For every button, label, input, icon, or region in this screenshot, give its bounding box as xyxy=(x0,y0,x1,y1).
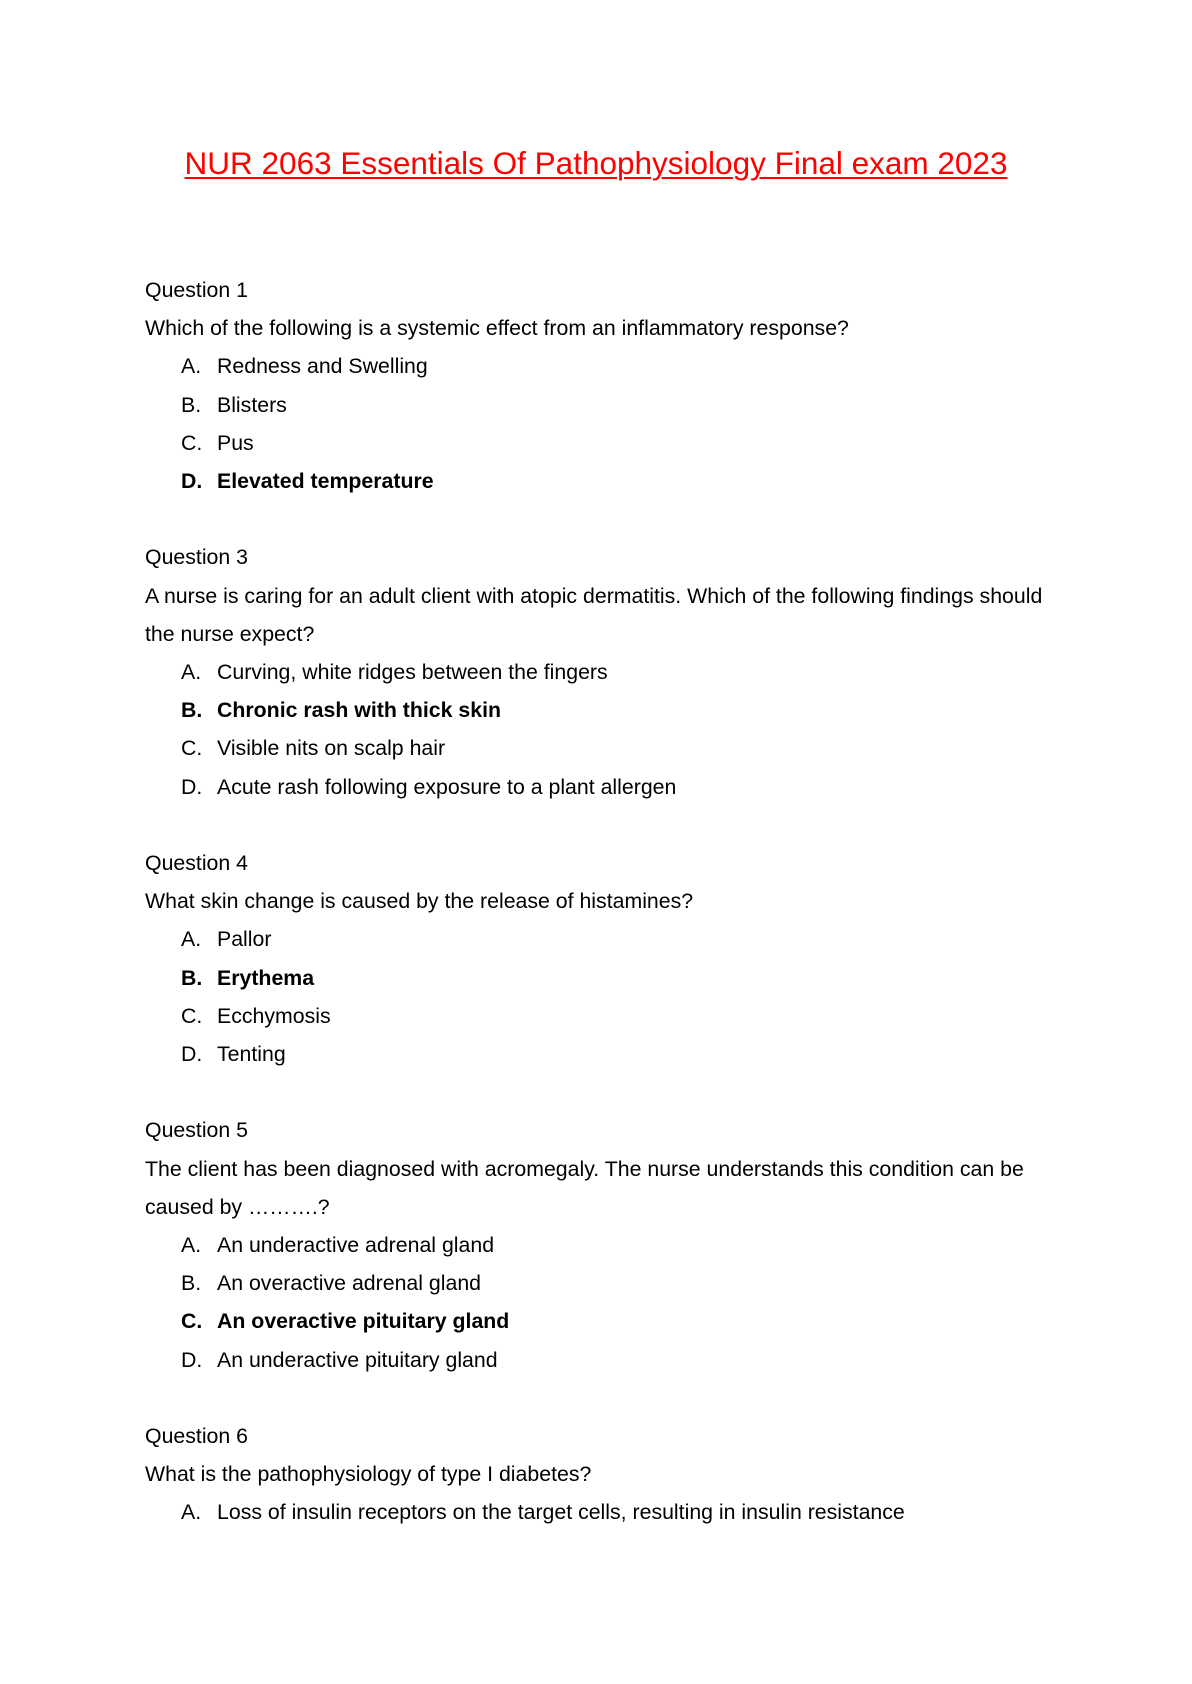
option-letter: C. xyxy=(181,430,203,455)
question-list xyxy=(145,271,1045,1570)
answer-options xyxy=(145,653,1045,806)
option-text: Erythema xyxy=(217,965,315,990)
option-text: Tenting xyxy=(217,1042,286,1067)
option-letter: B. xyxy=(181,965,203,990)
option-letter: D. xyxy=(181,469,203,494)
answer-options xyxy=(145,1226,1045,1379)
option-text: An overactive pituitary gland xyxy=(217,1309,510,1334)
option-text: Loss of insulin receptors on the target cells, resulting in insulin resistance xyxy=(217,1500,905,1525)
option-text: Chronic rash with thick skin xyxy=(217,698,502,723)
option-letter: C. xyxy=(181,1309,203,1334)
answer-option xyxy=(181,1493,1045,1531)
option-letter: A. xyxy=(181,354,202,379)
question-label: Question 6 xyxy=(145,1424,249,1449)
answer-option xyxy=(181,424,1045,462)
answer-option xyxy=(181,1226,1045,1264)
answer-option xyxy=(181,386,1045,424)
option-text: Ecchymosis xyxy=(217,1003,331,1028)
question-block xyxy=(145,844,1045,1073)
answer-option xyxy=(181,347,1045,385)
question-label: Question 4 xyxy=(145,851,249,876)
option-text: An underactive pituitary gland xyxy=(217,1347,498,1372)
option-letter: B. xyxy=(181,698,203,723)
option-text: Pallor xyxy=(217,927,272,952)
answer-option xyxy=(181,768,1045,806)
option-letter: A. xyxy=(181,660,202,685)
option-letter: A. xyxy=(181,1233,202,1258)
option-text: Redness and Swelling xyxy=(217,354,428,379)
question-text: The client has been diagnosed with acromegaly. The nurse understands this condition can be caused by ……….? xyxy=(145,1156,1024,1219)
option-text: Pus xyxy=(217,430,254,455)
question-label: Question 5 xyxy=(145,1118,249,1143)
option-letter: D. xyxy=(181,1042,203,1067)
answer-option xyxy=(181,997,1045,1035)
question-block xyxy=(145,1417,1045,1532)
answer-options xyxy=(145,1493,1045,1531)
option-letter: B. xyxy=(181,1271,202,1296)
option-letter: D. xyxy=(181,774,203,799)
option-text: Acute rash following exposure to a plant allergen xyxy=(217,774,677,799)
answer-option xyxy=(181,1264,1045,1302)
option-text: Curving, white ridges between the fingers xyxy=(217,660,608,685)
answer-option-correct xyxy=(181,959,1045,997)
question-text: What is the pathophysiology of type I diabetes? xyxy=(145,1462,592,1487)
question-text: A nurse is caring for an adult client with atopic dermatitis. Which of the following findings should the nurse expect? xyxy=(145,583,1043,646)
answer-option-correct xyxy=(181,1302,1045,1340)
question-block xyxy=(145,1111,1045,1378)
option-text: An overactive adrenal gland xyxy=(217,1271,482,1296)
option-text: An underactive adrenal gland xyxy=(217,1233,495,1258)
answer-options xyxy=(145,920,1045,1073)
answer-options xyxy=(145,347,1045,500)
option-text: Visible nits on scalp hair xyxy=(217,736,446,761)
option-letter: A. xyxy=(181,1500,202,1525)
option-text: Elevated temperature xyxy=(217,469,434,494)
question-block xyxy=(145,538,1045,805)
answer-option xyxy=(181,729,1045,767)
question-label: Question 1 xyxy=(145,278,249,302)
option-letter: B. xyxy=(181,392,202,417)
answer-option xyxy=(181,1035,1045,1073)
question-text: Which of the following is a systemic effect from an inflammatory response? xyxy=(145,316,849,341)
answer-option-correct xyxy=(181,462,1045,500)
answer-option xyxy=(181,1341,1045,1379)
option-text: Blisters xyxy=(217,392,287,417)
question-block xyxy=(145,271,1045,500)
answer-option xyxy=(181,653,1045,691)
document-title: NUR 2063 Essentials Of Pathophysiology Final exam 2023 xyxy=(184,145,1008,181)
question-text: What skin change is caused by the release of histamines? xyxy=(145,889,694,914)
option-letter: A. xyxy=(181,927,202,952)
answer-option xyxy=(181,920,1045,958)
answer-option-correct xyxy=(181,691,1045,729)
option-letter: C. xyxy=(181,1003,203,1028)
option-letter: D. xyxy=(181,1347,203,1372)
option-letter: C. xyxy=(181,736,203,761)
question-label: Question 3 xyxy=(145,545,249,570)
